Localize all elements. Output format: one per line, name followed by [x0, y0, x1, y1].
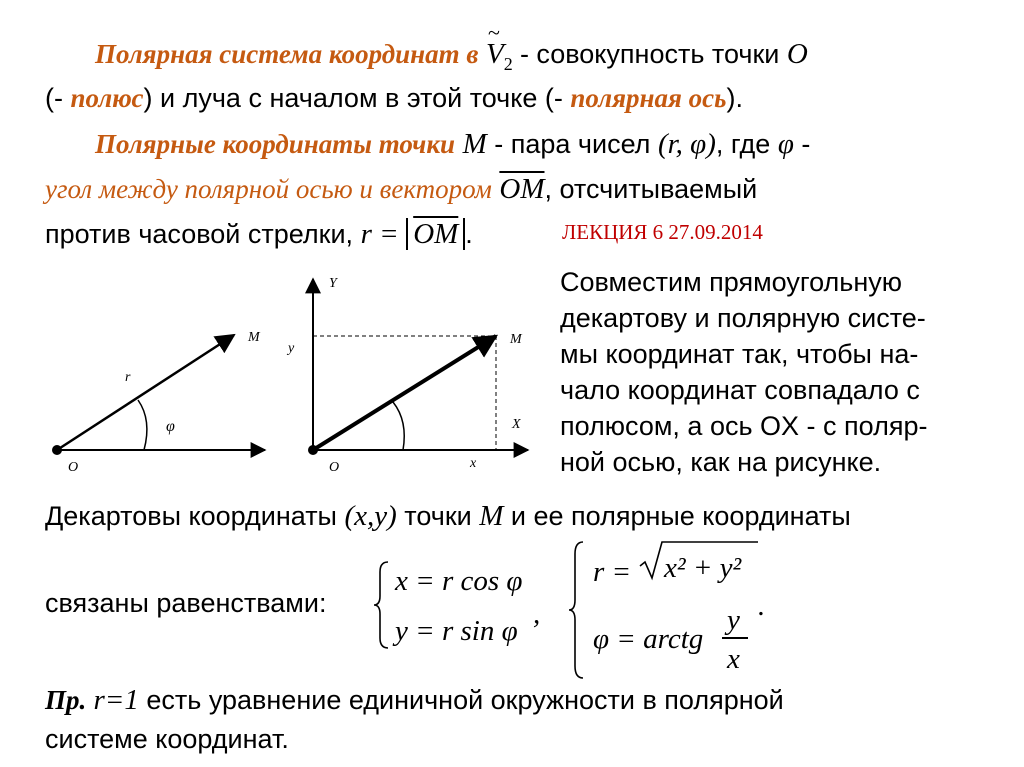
pole-term: полюс [70, 83, 144, 113]
fraction-numerator: y [727, 604, 740, 636]
example-line-2: системе координат. [45, 724, 289, 754]
cartesian-line: Декартовы координаты (x,y) точки M и ее полярные координаты [45, 500, 851, 532]
definition-line-2: (- полюс) и луча с началом в этой точке (- полярная ось). [45, 83, 743, 113]
fig2-label-o: O [329, 460, 340, 475]
example-line-1: Пр. r=1 есть уравнение единичной окружности в полярной [45, 684, 784, 716]
system1-comma: , [533, 598, 541, 630]
system1-eq1: x = r cos φ [395, 565, 523, 597]
fig2-label-x: x [470, 456, 477, 471]
related-text: связаны равенствами: [45, 588, 327, 618]
fig1-label-o: O [68, 460, 79, 475]
fig1-label-phi: φ [166, 418, 175, 435]
angle-definition: угол между полярной осью и вектором [45, 174, 492, 204]
example-label: Пр. [45, 685, 87, 715]
polar-axis-term: полярная ось [570, 83, 727, 113]
system1-eq2: y = r sin φ [395, 615, 518, 647]
fig1-label-m: M [248, 330, 260, 345]
pole-dot [308, 445, 318, 455]
example-equation: r=1 [86, 684, 139, 716]
vector-om: $\overline{OM}$ [499, 173, 545, 205]
system2-phi-lhs: φ = arctg [593, 623, 704, 655]
vector-om-line [57, 335, 234, 450]
pair-r-phi: (r, φ) [657, 128, 716, 160]
definition-line-5: против часовой стрелки, $r = \overline{OM}$ . [45, 218, 473, 250]
fraction-denominator: x [727, 643, 740, 675]
vector-om-modulus: $\overline{OM}$ [406, 218, 465, 250]
polar-figure [40, 320, 280, 520]
space-symbol: ~ $V_2$ [485, 20, 513, 74]
fig2-label-y-axis: Y [329, 276, 337, 291]
system2-radicand: x² + y² [664, 552, 742, 584]
fig2-label-m: M [510, 332, 522, 347]
angle-arc [393, 402, 404, 450]
definition-line-3: Полярные координаты точки M - пара чисел (r, φ), где φ - [95, 128, 811, 160]
right-paragraph: Совместим прямоугольную декартову и полярную систе- мы координат так, чтобы на- чало координат совпадало с полюсом, а ось OX - с поляр- ной осью, как на рисунке. [560, 267, 928, 477]
definition-rest: - совокупность точки [519, 39, 787, 69]
system2-r-lhs: r = [593, 556, 632, 588]
fraction-bar [722, 637, 748, 639]
tilde-mark: ~ [487, 20, 500, 45]
pole-dot [52, 445, 62, 455]
angle-arc [138, 400, 147, 450]
polar-coordinates-title: Полярные координаты точки [95, 129, 456, 159]
system2-dot: . [758, 590, 766, 622]
fig1-label-r: r [125, 370, 131, 385]
definition-line-4: угол между полярной осью и вектором $\overline{OM}$, отсчитываемый [45, 173, 758, 205]
system1-brace [372, 560, 392, 650]
system2-brace [567, 540, 587, 680]
cartesian-figure [300, 275, 540, 485]
polar-system-title: Полярная система координат в [95, 39, 479, 69]
fig2-label-x-axis: X [512, 417, 521, 432]
lecture-stamp: ЛЕКЦИЯ 6 27.09.2014 [562, 220, 763, 244]
definition-line-1 [95, 20, 808, 74]
fig2-label-y: y [288, 341, 295, 356]
pole-point: O [786, 38, 808, 70]
